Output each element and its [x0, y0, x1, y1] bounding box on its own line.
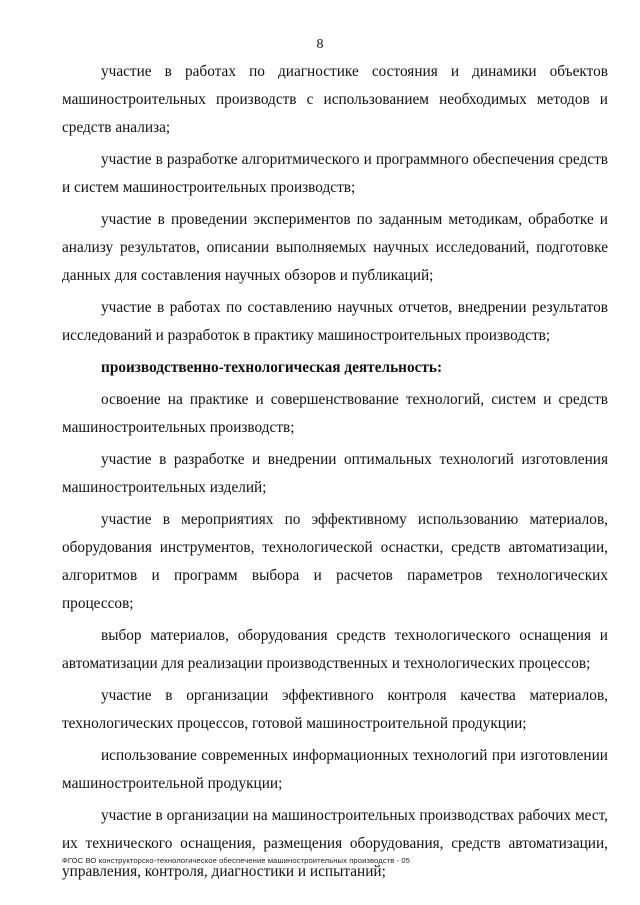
paragraph: использование современных информационных технологий при изготовлении машиностроительной продукции; — [62, 747, 608, 792]
paragraph: выбор материалов, оборудования средств технологического оснащения и автоматизации для реализации производственных и технологических процессов; — [62, 627, 608, 672]
page-footer: ФГОС ВО конструкторско-технологическое обеспечение машиностроительных производств - 05 — [62, 856, 411, 865]
section-heading: производственно-технологическая деятельность: — [101, 359, 443, 376]
paragraph: участие в организации эффективного контроля качества материалов, технологических процессов, готовой машиностроительной продукции; — [62, 687, 608, 732]
paragraph: участие в разработке алгоритмического и программного обеспечения средств и систем машиностроительных производств; — [62, 151, 608, 196]
paragraph: участие в организации на машиностроительных производствах рабочих мест, их технического оснащения, размещения оборудования, средств автоматизации, управления, контроля, диагностики и испытаний; — [62, 807, 608, 880]
paragraph: участие в разработке и внедрении оптимальных технологий изготовления машиностроительных изделий; — [62, 451, 608, 496]
paragraph: участие в работах по составлению научных отчетов, внедрении результатов исследований и разработок в практику машиностроительных производств; — [62, 299, 608, 344]
paragraph: освоение на практике и совершенствование технологий, систем и средств машиностроительных производств; — [62, 391, 608, 436]
document-body — [62, 58, 608, 890]
page-number: 8 — [316, 37, 324, 52]
paragraph: участие в мероприятиях по эффективному использованию материалов, оборудования инструментов, технологической оснастки, средств автоматизации, алгоритмов и программ выбора и расчетов параметров технологических процессов; — [62, 511, 608, 612]
paragraph: участие в проведении экспериментов по заданным методикам, обработке и анализу результатов, описании выполняемых научных исследований, подготовке данных для составления научных обзоров и публикаций; — [62, 211, 608, 284]
paragraph: участие в работах по диагностике состояния и динамики объектов машиностроительных производств с использованием необходимых методов и средств анализа; — [62, 63, 608, 136]
